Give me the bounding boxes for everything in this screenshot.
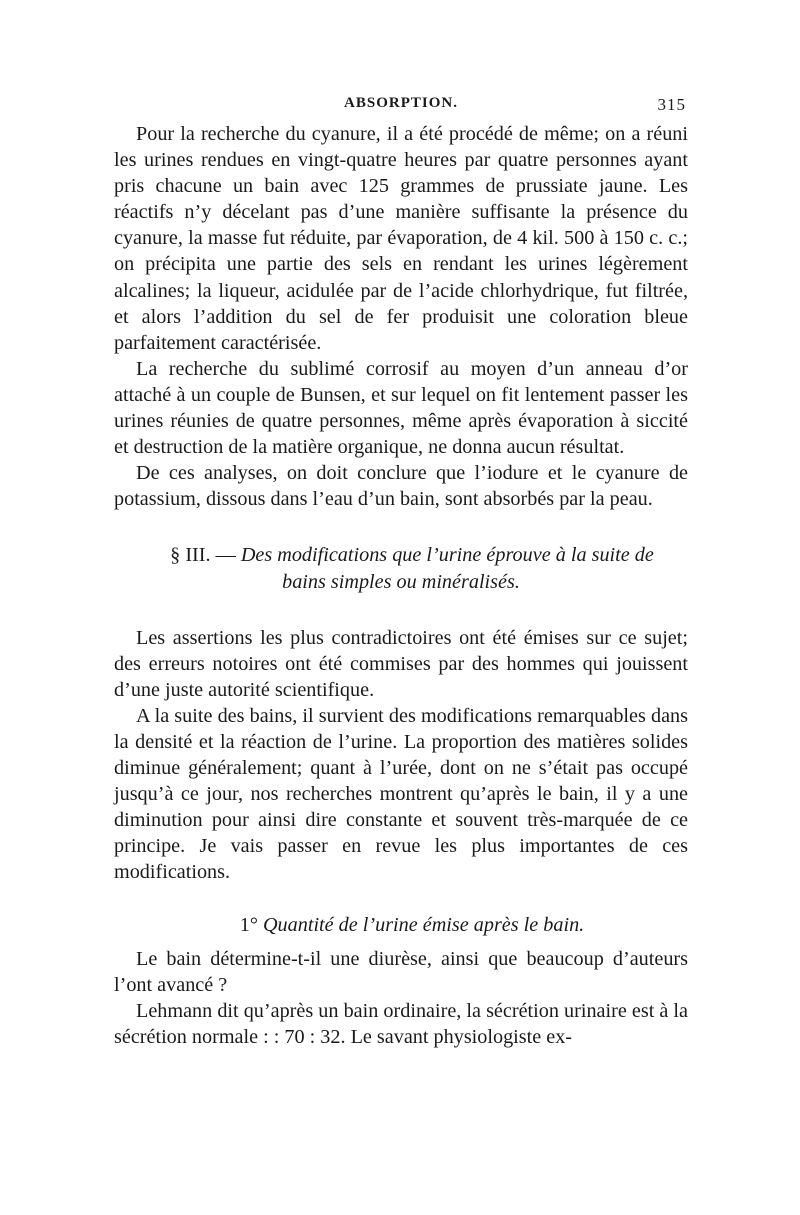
section-heading: [114, 542, 688, 594]
paragraph-lehmann: Lehmann dit qu’après un bain ordinaire, la sécrétion urinaire est à la sécrétion normale : : 70 : 32. Le savant physiologiste ex-: [114, 999, 688, 1048]
paragraph-conclusion: De ces analyses, on doit conclure que l’iodure et le cyanure de potassium, dissous dans l’eau d’un bain, sont absorbés par la peau.: [114, 462, 688, 511]
paragraph-modifications: A la suite des bains, il survient des modifications remarquables dans la densité et la réaction de l’urine. La proportion des matières solides diminue généralement; quant à l’urée, dont on ne s’était pas occupé jusqu’à ce jour, nos recherches montrent qu’après le bain, il y a une diminution pour ainsi dire constante et souvent très-marquée de ce principe. Je vais passer en revue les plus importantes de ces modifications.: [114, 704, 688, 884]
paragraph-cyanure: Pour la recherche du cyanure, il a été procédé de même; on a réuni les urines rendues en vingt-quatre heures par quatre personnes ayant pris chacune un bain avec 125 grammes de prussiate jaune. Les réactifs n’y décelant pas d’une manière suffisante la présence du cyanure, la masse fut réduite, par évaporation, de 4 kil. 500 à 150 c. c.; on précipita une partie des sels en rendant les urines légèrement alcalines; la liqueur, acidulée par de l’acide chlorhydrique, fut filtrée, et alors l’addition du sel de fer produisit une coloration bleue parfaitement caractérisée.: [114, 123, 688, 354]
paragraph-diurese: Le bain détermine-t-il une diurèse, ainsi que beaucoup d’auteurs l’ont avancé ?: [114, 947, 688, 996]
section-number: § III.: [170, 544, 211, 567]
subsection-heading: [114, 912, 688, 938]
subsection-title: Quantité de l’urine émise après le bain.: [262, 913, 585, 936]
book-page: [114, 95, 688, 1175]
running-head: [114, 95, 688, 121]
paragraph-sublime: La recherche du sublimé corrosif au moyen d’un anneau d’or attaché à un couple de Bunsen, et sur lequel on fit lentement passer les urines réunies de quatre personnes, même après évaporation à siccité et destruction de la matière organique, ne donna aucun résultat.: [114, 357, 688, 459]
section-title-line2: bains simples ou minéralisés.: [282, 570, 520, 593]
running-title: ABSORPTION.: [344, 95, 458, 111]
section-dash: —: [215, 544, 236, 567]
subsection-number: 1°: [239, 913, 258, 936]
section-title-line1: Des modifications que l’urine éprouve à la suite de: [240, 544, 654, 567]
page-number: 315: [657, 95, 686, 114]
paragraph-assertions: Les assertions les plus contradictoires ont été émises sur ce sujet; des erreurs notoires ont été commises par des hommes qui jouissent d’une juste autorité scientifique.: [114, 626, 688, 701]
body-text: [114, 121, 688, 1050]
